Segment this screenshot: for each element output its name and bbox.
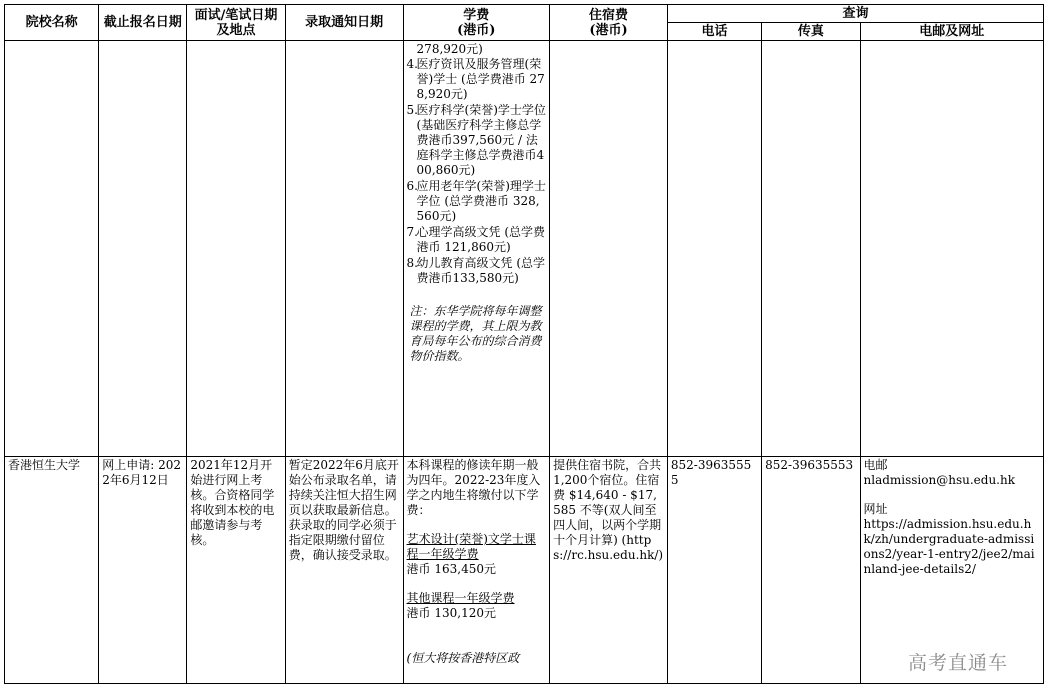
fee-item-number: 7. [406,225,418,239]
cell-deadline: 网上申请: 2022年6月12日 [99,457,187,684]
header-interview: 面试/笔试日期及地点 [187,5,285,41]
fee-item [407,256,547,286]
cell-fax [762,41,860,457]
cell-tuition [403,41,550,457]
header-accommodation: 住宿费 (港币) [550,5,668,41]
header-fax: 传真 [762,23,860,41]
tuition-other-value: 港币 130,120元 [406,606,496,620]
fee-item-text: 医疗科学(荣誉)学士学位 (基础医疗科学主修总学费港币397,560元 / 法庭科学主修总学费港币400,860元) [416,103,546,177]
tuition-art-value: 港币 163,450元 [406,562,496,576]
cell-tuition [403,457,550,684]
cell-accommodation: 提供住宿书院，合共1,200个宿位。住宿费 $14,640 - $17,585 不等(双人间至四人间，以两个学期十个月计算) (https://rc.hsu.edu.hk/) [550,457,668,684]
cell-fax: 852-39635553 [762,457,860,684]
cell-school [5,41,99,457]
tuition-art-label: 艺术设计(荣誉)文学士课程一年级学费 [406,532,536,561]
header-inquiry: 查询 [667,5,1043,23]
web-link[interactable]: https://admission.hsu.edu.hk/zh/undergraduate-admissions2/year-1-entry2/jee2/mainland-jee-details2/ [863,517,1035,576]
tuition-continuation: 278,920元) [416,42,483,56]
fee-item [407,57,547,102]
fee-item-text: 医疗资讯及服务管理(荣誉)学士 (总学费港币 278,920元) [416,57,545,101]
header-deadline: 截止报名日期 [99,5,187,41]
cell-phone: 852-39635555 [667,457,761,684]
email-label: 电邮 [863,458,888,472]
admission-info-table [4,4,1044,684]
fee-item [407,225,547,255]
cell-school: 香港恒生大学 [5,457,99,684]
cell-accommodation [550,41,668,457]
fee-list [407,57,547,286]
email-link[interactable]: nladmission@hsu.edu.hk [863,473,1015,487]
table-row [5,41,1044,457]
cell-interview: 2021年12月开始进行网上考核。合资格同学将收到本校的电邮邀请参与考核。 [187,457,285,684]
cell-phone [667,41,761,457]
watermark-logo: 高考直通车 [908,652,1009,674]
fee-item-text: 心理学高级文凭 (总学费港币 121,860元) [416,225,546,254]
fee-item [407,103,547,178]
fee-item-number: 4. [406,57,418,71]
fee-item-number: 8. [406,256,418,270]
tuition-intro: 本科课程的修读年期一般为四年。2022-23年度入学之内地生将缴付以下学费： [406,458,541,517]
header-tuition: 学费 (港币) [403,5,550,41]
header-school: 院校名称 [5,5,99,41]
tuition-other-label: 其他课程一年级学费 [406,591,515,605]
fee-item-number: 5. [406,103,418,117]
fee-item-text: 幼儿教育高级文凭 (总学费港币133,580元) [416,256,546,285]
tuition-tail: (恒大将按香港特区政 [406,651,520,665]
cell-email-web [860,41,1044,457]
cell-deadline [99,41,187,457]
header-phone: 电话 [667,23,761,41]
fee-item-number: 6. [406,179,418,193]
tuition-note: 注：东华学院将每年调整课程的学费，其上限为教育局每年公布的综合消费物价指数。 [409,304,542,363]
header-email-web: 电邮及网址 [860,23,1044,41]
cell-admission [285,41,403,457]
fee-item-text: 应用老年学(荣誉)理学士学位 (总学费港币 328,560元) [416,179,546,223]
cell-interview [187,41,285,457]
header-admission: 录取通知日期 [285,5,403,41]
fee-item [407,179,547,224]
table-row [5,457,1044,684]
cell-admission: 暂定2022年6月底开始公布录取名单，请持续关注恒大招生网页以获取最新信息。获录取的同学必须于指定限期缴付留位费，确认接受录取。 [285,457,403,684]
web-label: 网址 [863,502,888,516]
